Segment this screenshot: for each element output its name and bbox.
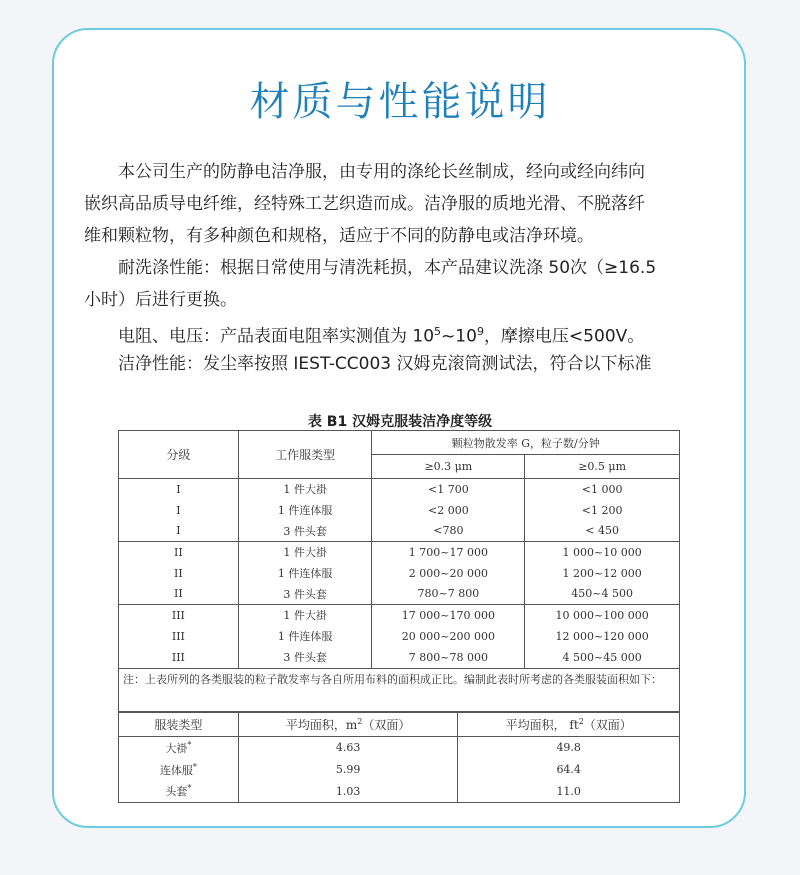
intro-paragraph-3: [84, 220, 716, 252]
header-m2-text: 平均面积，m: [285, 718, 358, 732]
cell-05: 10 000~100 000: [525, 605, 680, 626]
footnote-mark: *: [187, 783, 192, 793]
cell-05: 4 500~45 000: [525, 647, 680, 669]
garment-name: 大褂: [165, 741, 188, 755]
cell-05: <1 200: [525, 500, 680, 521]
resistance-suffix: ，摩擦电压<500V。: [483, 326, 645, 347]
wash-paragraph: [84, 252, 716, 284]
cell-m2: 1.03: [238, 781, 458, 803]
cleanliness-grade-table: [118, 430, 680, 669]
cleanliness-paragraph: [84, 348, 716, 380]
cell-type: 3 件头套: [238, 647, 372, 669]
table-row: [119, 542, 680, 563]
cell-type: 3 件头套: [238, 584, 372, 605]
intro-paragraph: [84, 156, 716, 188]
cell-type: 1 件大褂: [238, 542, 372, 563]
intro-line-1: 本公司生产的防静电洁净服，由专用的涤纶长丝制成，经向或经向纬向: [118, 162, 645, 182]
cell-grade: I: [119, 500, 239, 521]
wash-paragraph-2: [84, 284, 716, 316]
footnote-mark: *: [192, 761, 197, 771]
wash-line-2: 小时）后进行更换。: [84, 290, 237, 310]
cell-05: 1 200~12 000: [525, 563, 680, 584]
garment-area-table: [118, 712, 680, 803]
intro-paragraph-2: [84, 188, 716, 220]
header-m2-suffix: （双面）: [362, 718, 411, 732]
cell-m2: 5.99: [238, 759, 458, 781]
intro-line-2: 嵌织高品质导电纤维，经特殊工艺织造而成。洁净服的质地光滑、不脱落纤: [84, 194, 645, 214]
header-rate: 颗粒物散发率 G，粒子数/分钟: [372, 431, 680, 455]
table-row: [119, 781, 680, 803]
cell-type: 1 件连体服: [238, 500, 372, 521]
cell-type: 1 件连体服: [238, 626, 372, 647]
header-area-ft2: [458, 713, 680, 737]
header-garment-type: 服装类型: [119, 713, 239, 737]
table-row: [119, 647, 680, 669]
header-type: 工作服类型: [238, 431, 372, 479]
footnote-mark: *: [187, 740, 192, 750]
cell-03: 780~7 800: [372, 584, 525, 605]
cell-grade: I: [119, 521, 239, 542]
cell-garment: [119, 759, 239, 781]
cell-05: 12 000~120 000: [525, 626, 680, 647]
cell-type: 1 件大褂: [238, 605, 372, 626]
cell-type: 1 件大褂: [238, 479, 372, 500]
cell-grade: I: [119, 479, 239, 500]
cell-garment: [119, 737, 239, 759]
garment-name: 连体服: [159, 763, 193, 777]
header-ft2-suffix: （双面）: [583, 718, 632, 732]
cell-05: 1 000~10 000: [525, 542, 680, 563]
cell-03: 7 800~78 000: [372, 647, 525, 669]
table-row: [119, 500, 680, 521]
cell-03: <2 000: [372, 500, 525, 521]
cell-type: 3 件头套: [238, 521, 372, 542]
cell-ft2: 11.0: [458, 781, 680, 803]
cell-grade: III: [119, 605, 239, 626]
table-row: [119, 759, 680, 781]
table-row: [119, 479, 680, 500]
garment-name: 头套: [165, 785, 188, 799]
cell-grade: III: [119, 626, 239, 647]
cell-garment: [119, 781, 239, 803]
cell-ft2: 49.8: [458, 737, 680, 759]
cell-grade: III: [119, 647, 239, 669]
cell-03: <780: [372, 521, 525, 542]
cell-03: 17 000~170 000: [372, 605, 525, 626]
header-05um: ≥0.5 μm: [525, 455, 680, 479]
cell-grade: II: [119, 563, 239, 584]
cell-ft2: 64.4: [458, 759, 680, 781]
table-row: [119, 605, 680, 626]
cell-03: 20 000~200 000: [372, 626, 525, 647]
cleanliness-text: 洁净性能：发尘率按照 IEST-CC003 汉姆克滚筒测试法，符合以下标准: [118, 354, 652, 374]
cell-03: 2 000~20 000: [372, 563, 525, 584]
table-note: 注：上表所列的各类服装的粒子散发率与各自所用布料的面积成正比。编制此表时所考虑的各类服装面积如下：: [118, 668, 680, 712]
cell-type: 1 件连体服: [238, 563, 372, 584]
cell-m2: 4.63: [238, 737, 458, 759]
table-row: [119, 563, 680, 584]
header-m2-exp: 2: [357, 717, 363, 726]
header-ft2-exp: 2: [578, 717, 584, 726]
page-title: 材质与性能说明: [249, 79, 551, 125]
table-row: [119, 737, 680, 759]
cell-05: 450~4 500: [525, 584, 680, 605]
header-grade: 分级: [119, 431, 239, 479]
header-area-m2: [238, 713, 458, 737]
resistance-exp-2: 9: [476, 325, 484, 338]
header-ft2-text: 平均面积， ft: [505, 718, 579, 732]
intro-line-3: 维和颗粒物，有多种颜色和规格，适应于不同的防静电或洁净环境。: [84, 226, 594, 246]
cell-03: 1 700~17 000: [372, 542, 525, 563]
cell-grade: II: [119, 542, 239, 563]
table-row: [119, 521, 680, 542]
header-03um: ≥0.3 μm: [372, 455, 525, 479]
resistance-mid: ~10: [441, 326, 477, 347]
cell-05: < 450: [525, 521, 680, 542]
table-row: [119, 626, 680, 647]
cell-05: <1 000: [525, 479, 680, 500]
wash-line-1: 耐洗涤性能：根据日常使用与清洗耗损，本产品建议洗涤 50次（≥16.5: [118, 258, 657, 278]
cell-03: <1 700: [372, 479, 525, 500]
resistance-exp-1: 5: [434, 325, 442, 338]
table-row: [119, 584, 680, 605]
cell-grade: II: [119, 584, 239, 605]
resistance-text: 电阻、电压：产品表面电阻率实测值为 10: [118, 326, 435, 347]
table-title: 表 B1 汉姆克服装洁净度等级: [307, 414, 493, 430]
